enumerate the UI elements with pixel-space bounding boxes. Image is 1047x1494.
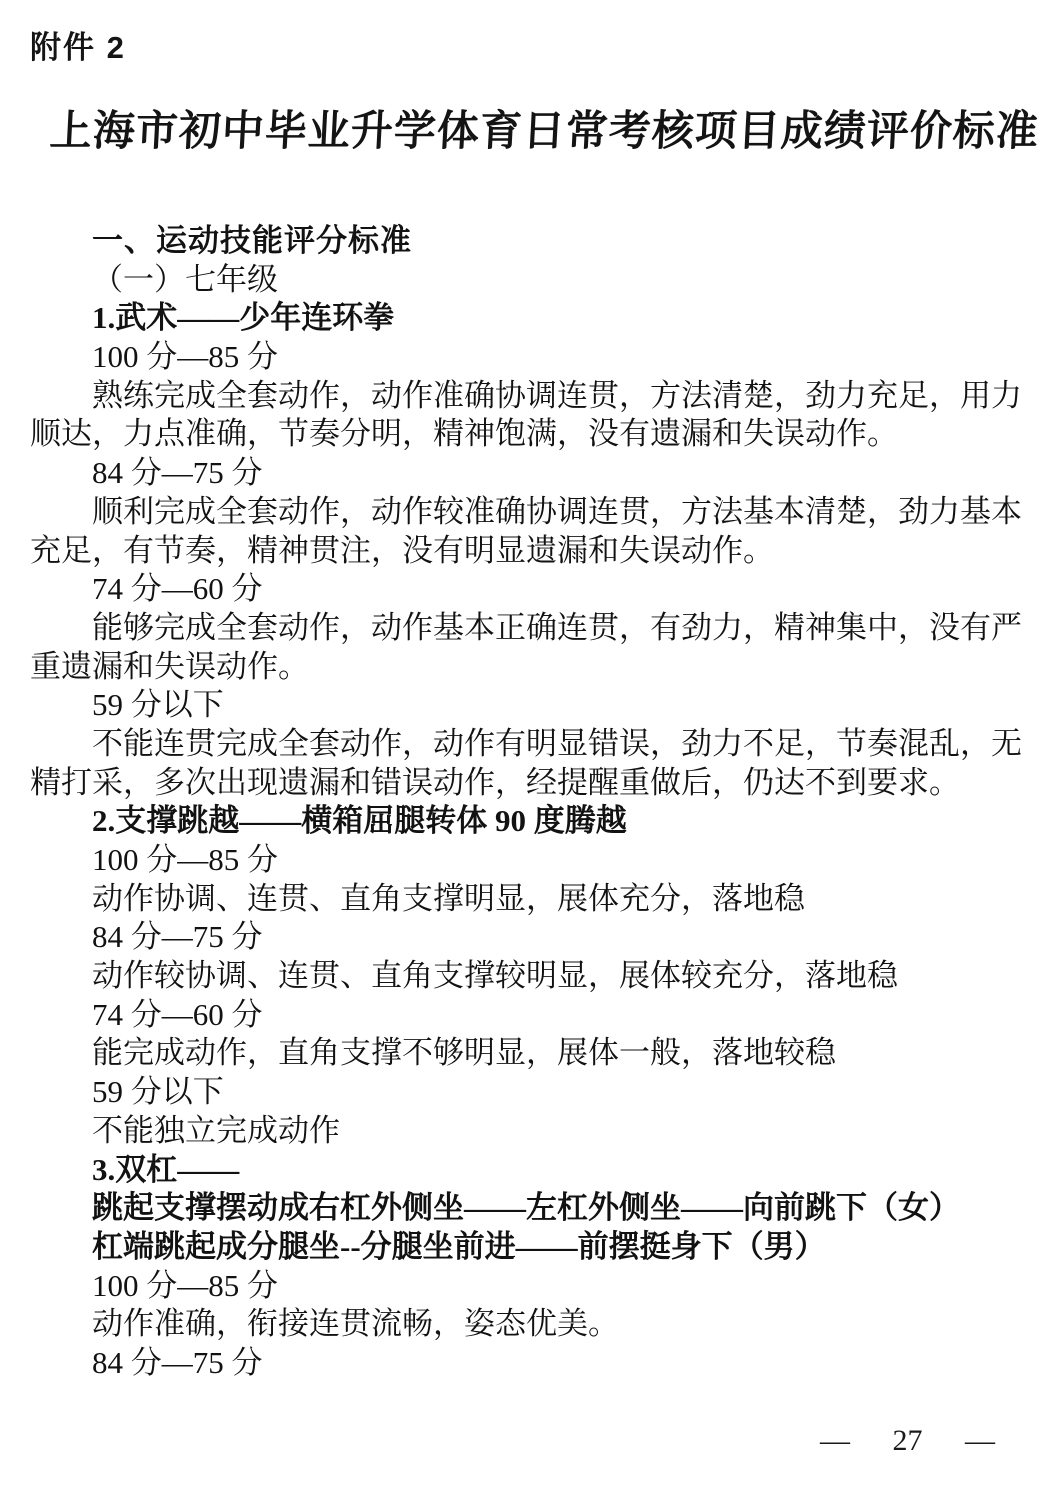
score-description: 精打采，多次出现遗漏和错误动作，经提醒重做后，仍达不到要求。 [30,764,960,800]
score-description: 动作较协调、连贯、直角支撑较明显，展体较充分，落地稳 [92,958,898,994]
score-description: 动作协调、连贯、直角支撑明显，展体充分，落地稳 [92,880,805,916]
score-range: 100 分—85 分 [92,339,278,375]
score-range: 100 分—85 分 [92,842,278,877]
score-description: 动作准确，衔接连贯流畅，姿态优美。 [92,1306,619,1342]
score-range: 84 分—75 分 [92,1344,263,1380]
score-range: 59 分以下 [92,1074,224,1110]
score-range: 74 分—60 分 [92,571,263,607]
page-number: 27 [892,1424,923,1457]
score-range: 84 分—75 分 [92,919,263,955]
item-2-heading: 2.支撑跳越——横箱屈腿转体 90 度腾越 [92,803,627,839]
score-description: 能完成动作，直角支撑不够明显，展体一般，落地较稳 [92,1035,836,1071]
score-range: 59 分以下 [92,687,224,723]
footer-dash-right: — [965,1424,995,1457]
score-description: 熟练完成全套动作，动作准确协调连贯，方法清楚，劲力充足，用力 [92,377,1022,413]
attachment-label: 附件 2 [30,30,126,65]
section-heading: 一、运动技能评分标准 [92,223,412,258]
item-3-routine-female: 跳起支撑摆动成右杠外侧坐——左杠外侧坐——向前跳下（女） [92,1190,960,1226]
item-3-routine-male: 杠端跳起成分腿坐--分腿坐前进——前摆挺身下（男） [92,1228,826,1264]
footer-dash-left: — [820,1424,850,1457]
score-description: 充足，有节奏，精神贯注，没有明显遗漏和失误动作。 [30,532,774,568]
page-footer [820,1424,995,1458]
item-3-heading: 3.双杠—— [92,1151,240,1187]
score-description: 不能连贯完成全套动作，动作有明显错误，劲力不足，节奏混乱，无 [92,725,1022,761]
document-title: 上海市初中毕业升学体育日常考核项目成绩评价标准 [48,109,1041,155]
subsection-heading: （一）七年级 [92,261,278,297]
score-range: 100 分—85 分 [92,1267,278,1303]
score-description: 重遗漏和失误动作。 [30,648,309,684]
score-range: 74 分—60 分 [92,996,263,1032]
document-body [30,222,1022,1383]
score-range: 84 分—75 分 [92,455,263,491]
score-description: 顺利完成全套动作，动作较准确协调连贯，方法基本清楚，劲力基本 [92,493,1022,529]
score-description: 顺达，力点准确，节奏分明，精神饱满，没有遗漏和失误动作。 [30,416,898,452]
score-description: 能够完成全套动作，动作基本正确连贯，有劲力，精神集中，没有严 [92,609,1022,645]
score-description: 不能独立完成动作 [92,1112,340,1148]
item-1-heading: 1.武术——少年连环拳 [92,300,395,336]
